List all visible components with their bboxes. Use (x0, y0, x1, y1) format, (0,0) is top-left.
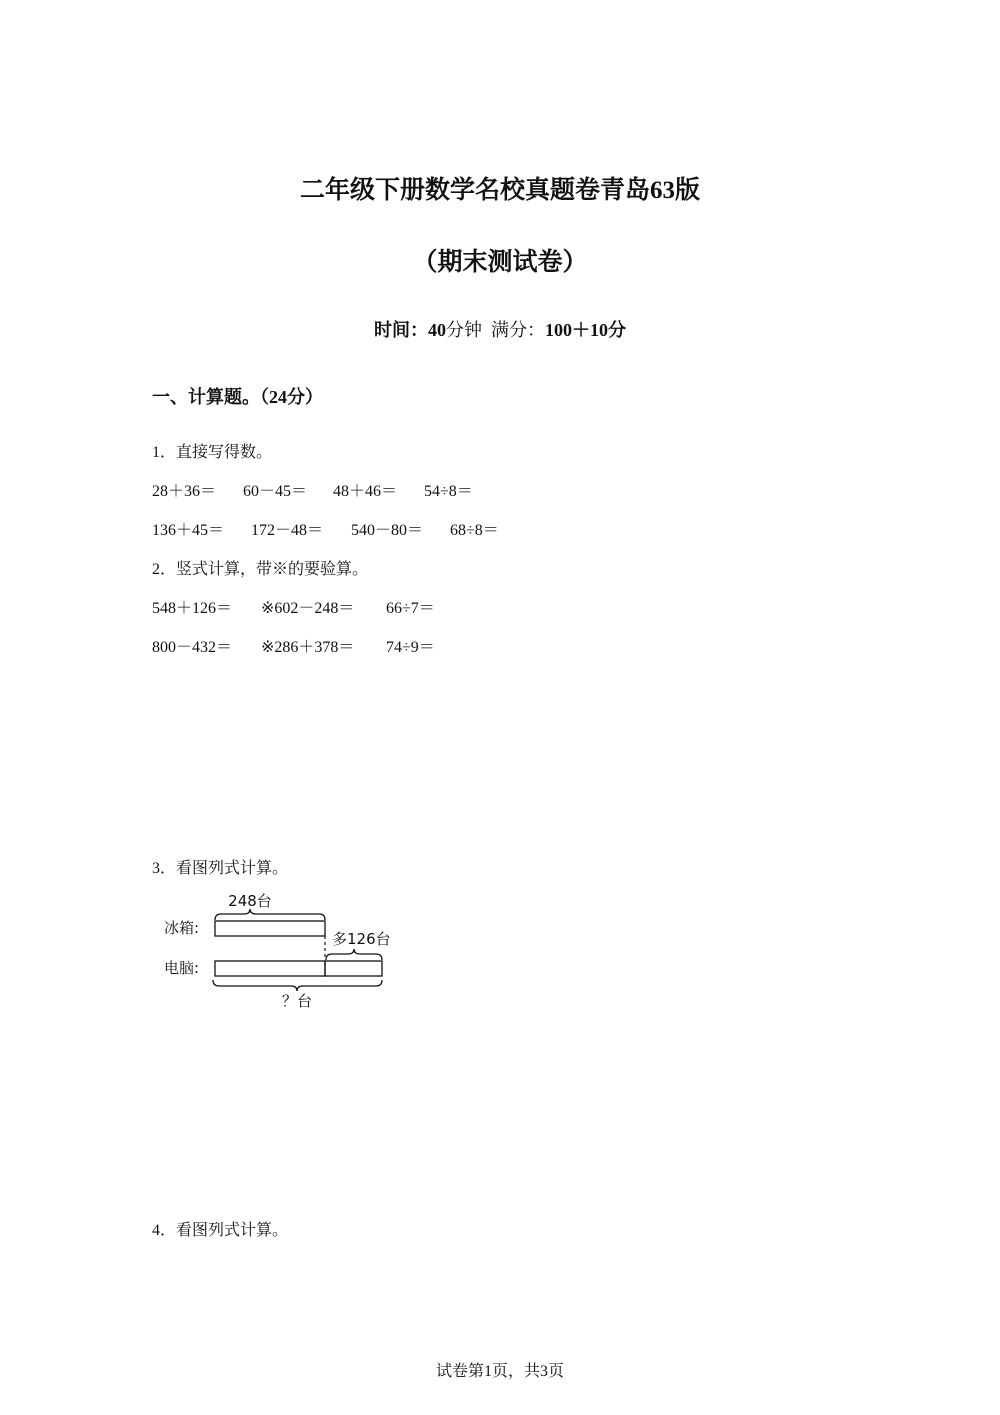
top-brace (215, 909, 325, 920)
problem: 60－45＝ (243, 483, 308, 500)
page-footer: 试卷第1页，共3页 (435, 1363, 564, 1380)
bottom-brace-label: ？台 (281, 992, 313, 1010)
extra-brace (326, 949, 382, 960)
problem: 68÷8＝ (450, 522, 499, 539)
computer-label: 电脑: (164, 959, 200, 977)
problem: ※286＋378＝ (261, 639, 355, 656)
problem: 800－432＝ (152, 639, 233, 656)
extra-label: 多126台 (332, 930, 391, 948)
fridge-bar (215, 921, 325, 936)
score-label: 满分： (491, 320, 545, 340)
page-subtitle: （期末测试卷） (412, 249, 588, 276)
fridge-label: 冰箱: (164, 919, 200, 937)
question-1-row (152, 478, 473, 501)
bottom-brace (213, 980, 382, 991)
problem: 172－48＝ (251, 522, 324, 539)
score-unit: 分 (608, 320, 626, 340)
problem: 48＋46＝ (333, 483, 398, 500)
computer-bar-extra (325, 961, 382, 976)
problem: 136＋45＝ (152, 522, 225, 539)
question-1-row (152, 517, 499, 540)
time-value: 40 (428, 320, 446, 340)
exam-meta (0, 316, 1000, 342)
problem: 66÷7＝ (386, 600, 435, 617)
score-value: 100＋10 (545, 320, 608, 340)
problem: 548＋126＝ (152, 600, 233, 617)
section-heading: 一、计算题。（24分） (152, 387, 323, 407)
question-1-label: 1．直接写得数。 (152, 444, 273, 461)
top-brace-label: 248台 (228, 892, 272, 910)
problem: 54÷8＝ (424, 483, 473, 500)
time-unit: 分钟 (446, 320, 482, 340)
page-title: 二年级下册数学名校真题卷青岛63版 (299, 177, 700, 204)
question-2-row (152, 595, 435, 618)
problem: 74÷9＝ (386, 639, 435, 656)
problem: 540－80＝ (351, 522, 424, 539)
question-2-label: 2．竖式计算，带※的要验算。 (152, 561, 369, 578)
bar-model-diagram (160, 888, 400, 1013)
computer-bar-base (215, 961, 325, 976)
question-3-label: 3．看图列式计算。 (152, 860, 289, 877)
question-4-label: 4．看图列式计算。 (152, 1222, 289, 1239)
problem: ※602－248＝ (261, 600, 355, 617)
time-label: 时间： (374, 320, 428, 340)
problem: 28＋36＝ (152, 483, 217, 500)
question-2-row (152, 634, 435, 657)
